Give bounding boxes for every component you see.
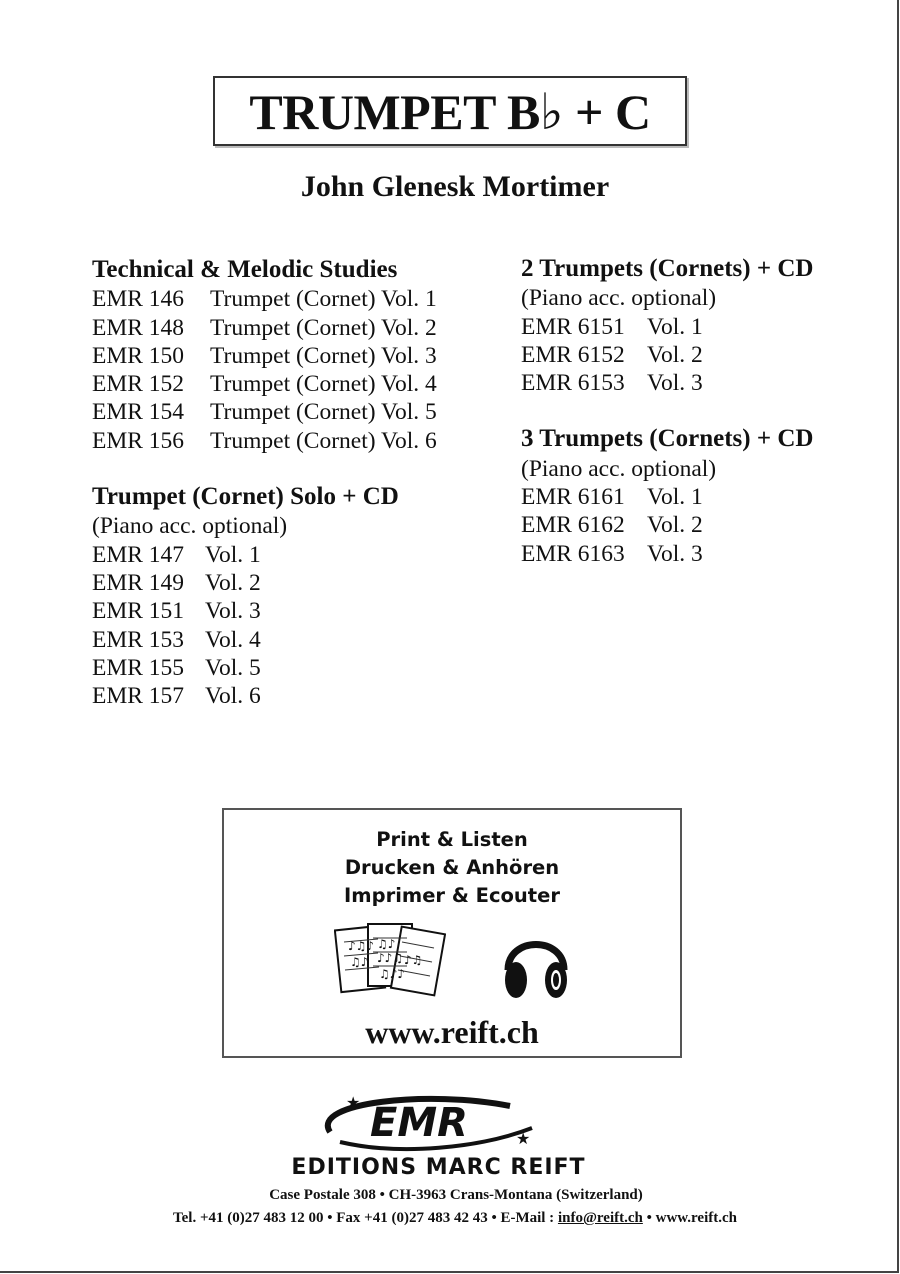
svg-text:♫♪♪: ♫♪♪ (379, 967, 406, 981)
section-note: (Piano acc. optional) (521, 285, 717, 312)
svg-text:♪♪♫: ♪♪♫ (377, 951, 404, 965)
section-heading-technical: Technical & Melodic Studies (92, 256, 398, 283)
promo-text: Print & Listen Drucken & Anhören Imprimer & Ecouter (344, 828, 560, 907)
section-heading-two-trumpets: 2 Trumpets (Cornets) + CD (521, 255, 814, 282)
list-item: EMR 6162 Vol. 2 (521, 512, 703, 539)
section-heading-three-trumpets: 3 Trumpets (Cornets) + CD (521, 425, 814, 453)
list-item: EMR 6153 Vol. 3 (521, 370, 703, 397)
section-note: (Piano acc. optional) (521, 455, 717, 482)
svg-text:★: ★ (346, 1095, 361, 1112)
svg-text:♫♪: ♫♪ (377, 937, 396, 951)
list-item: EMR 148 Trumpet (Cornet) Vol. 2 (92, 314, 437, 341)
publisher-contact: Tel. +41 (0)27 483 12 00 • Fax +41 (0)27 483 42 43 • E-Mail : info@reift.ch • www.reift.ch (173, 1210, 737, 1226)
list-item: EMR 157 Vol. 6 (92, 683, 261, 710)
list-item: EMR 149 Vol. 2 (92, 569, 261, 596)
list-item: EMR 152 Trumpet (Cornet) Vol. 4 (92, 371, 437, 398)
title-box (213, 76, 687, 146)
page-title: TRUMPET B♭ + C (249, 83, 651, 140)
section-note: (Piano acc. optional) (92, 513, 288, 540)
author-name: John Glenesk Mortimer (300, 170, 610, 203)
section-heading-solo: Trumpet (Cornet) Solo + CD (92, 483, 399, 511)
list-item: EMR 147 Vol. 1 (92, 541, 261, 568)
svg-text:♪♫: ♪♫ (404, 953, 423, 967)
list-item: EMR 153 Vol. 4 (92, 626, 261, 653)
emr-logo (310, 1092, 550, 1154)
list-item: EMR 146 Trumpet (Cornet) Vol. 1 (92, 286, 437, 313)
left-column (92, 256, 492, 710)
svg-text:♪♫♪: ♪♫♪ (348, 939, 375, 953)
headphones-icon (500, 922, 572, 1004)
svg-text:★: ★ (516, 1131, 531, 1148)
sheet-music-icon (334, 920, 446, 1008)
list-item: EMR 6161 Vol. 1 (521, 484, 703, 511)
right-column (521, 255, 881, 568)
list-item: EMR 151 Vol. 3 (92, 598, 261, 625)
list-item: EMR 156 Trumpet (Cornet) Vol. 6 (92, 427, 437, 454)
list-item: EMR 6152 Vol. 2 (521, 341, 703, 368)
list-item: EMR 6163 Vol. 3 (521, 540, 703, 567)
svg-text:♫♪: ♫♪ (350, 955, 369, 969)
list-item: EMR 150 Trumpet (Cornet) Vol. 3 (92, 342, 437, 369)
svg-text:EMR: EMR (370, 1100, 468, 1146)
print-listen-box (222, 808, 682, 1058)
publisher-brand: EDITIONS MARC REIFT (291, 1155, 586, 1180)
list-item: EMR 6151 Vol. 1 (521, 313, 703, 340)
publisher-address: Case Postale 308 • CH-3963 Crans-Montana (Switzerland) (269, 1187, 643, 1203)
list-item: EMR 155 Vol. 5 (92, 654, 261, 681)
list-item: EMR 154 Trumpet (Cornet) Vol. 5 (92, 399, 437, 426)
website-link[interactable]: www.reift.ch (365, 1014, 539, 1050)
email-link[interactable]: info@reift.ch (557, 1210, 643, 1226)
